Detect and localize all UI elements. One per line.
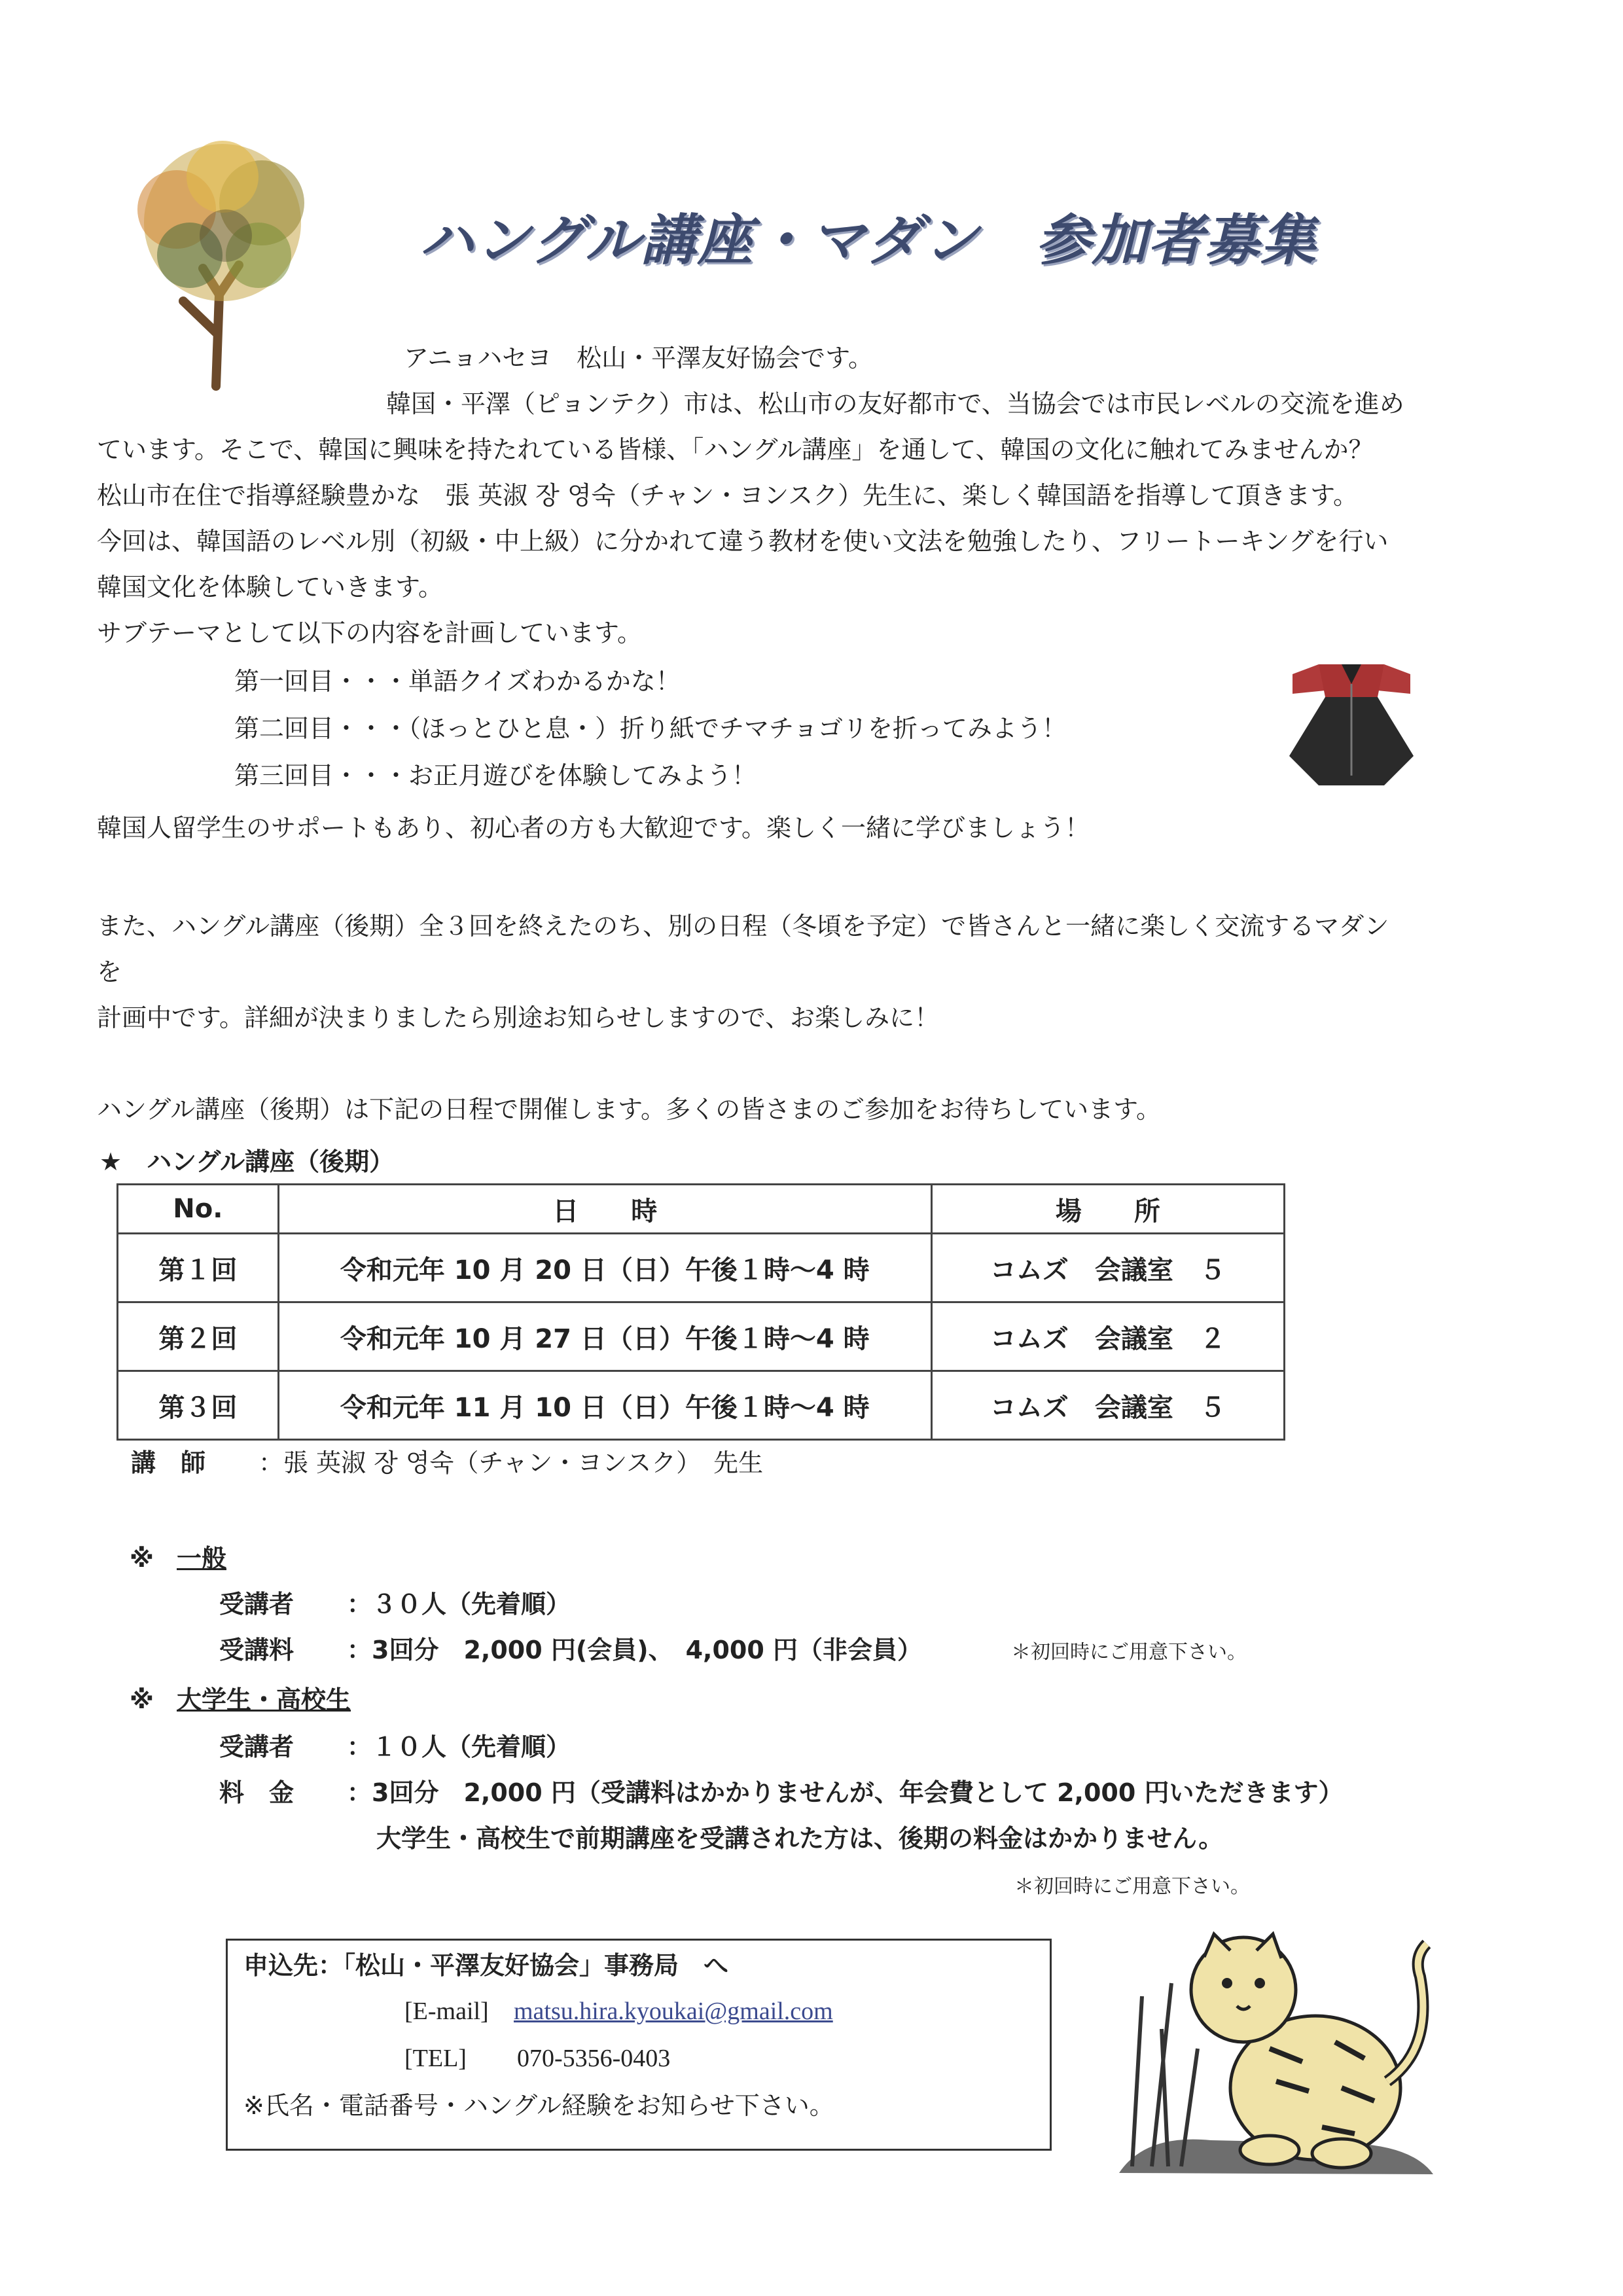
session-datetime: 令和元年 10 月 20 日（日）午後１時～4 時 [278,1234,931,1302]
subtheme-item: 第三回目・・・お正月遊びを体験してみよう！ [234,761,757,790]
tree-illustration [105,137,340,386]
general-capacity-label: 受講者 [219,1590,294,1619]
general-capacity: ：３０人（先着順） [347,1590,571,1619]
general-mark: ※ [130,1544,154,1573]
schedule-table [116,1183,1285,1441]
schedule-heading: ★ ハングル講座（後期） [99,1147,395,1176]
intro-text: 松山市在住で指導経験豊かな 張 英淑 장 영숙（チャン・ヨンスク）先生に、楽しく韓国語を指導して頂きます。 [97,481,1359,510]
column-header: No. [118,1185,279,1234]
madan-text: 計画中です。詳細が決まりましたら別途お知らせしますので、お楽しみに！ [97,1003,940,1032]
tel-value: 070-5356-0403 [517,2045,671,2072]
contact-note: ※氏名・電話番号・ハングル経験をお知らせ下さい。 [243,2091,834,2120]
students-fee-label: 料 金 [219,1778,294,1807]
session-datetime: 令和元年 10 月 27 日（日）午後１時～4 時 [278,1302,931,1371]
general-heading: 一般 [177,1544,227,1573]
table-row [118,1371,1285,1440]
column-header: 日 時 [278,1185,931,1234]
madan-text: を [97,958,122,986]
intro-greeting: アニョハセヨ 松山・平澤友好協会です。 [404,344,874,372]
table-row [118,1302,1285,1371]
contact-heading: 申込先：「松山・平澤友好協会」事務局 へ [243,1951,729,1980]
intro-text: 韓国文化を体験していきます。 [97,573,443,601]
intro-text: ています。そこで、韓国に興味を持たれている皆様、「ハングル講座」を通して、韓国の文化に触れてみませんか？ [97,435,1374,464]
email-label: [E-mail] [404,1998,489,2025]
table-row [118,1234,1285,1302]
students-mark: ※ [130,1685,154,1714]
instructor-label: 講 師 [131,1448,206,1477]
general-fee-note: ＊初回時にご用意下さい。 [1011,1641,1247,1664]
session-datetime: 令和元年 11 月 10 日（日）午後１時～4 時 [278,1371,931,1440]
general-fee-label: 受講料 [219,1636,294,1664]
schedule-intro: ハングル講座（後期）は下記の日程で開催します。多くの皆さまのご参加をお待ちしています。 [97,1095,1162,1124]
tel-label: [TEL] [404,2045,467,2072]
session-place: コムズ 会議室 ５ [931,1234,1284,1302]
session-number: 第２回 [118,1302,279,1371]
students-heading: 大学生・高校生 [177,1685,351,1714]
students-capacity: ：１０人（先着順） [347,1732,571,1761]
intro-text: 今回は、韓国語のレベル別（初級・中上級）に分かれて違う教材を使い文法を勉強したり、フリートーキングを行い [97,527,1389,556]
column-header: 場 所 [931,1185,1284,1234]
session-place: コムズ 会議室 ２ [931,1302,1284,1371]
page-title: ハングル講座・マダン 参加者募集 [419,208,1317,272]
support-text: 韓国人留学生のサポートもあり、初心者の方も大歓迎です。楽しく一緒に学びましょう！ [97,814,1090,842]
general-fee: ：3回分 2,000 円(会員)、 4,000 円（非会員） [347,1636,923,1664]
session-number: 第３回 [118,1371,279,1440]
chima-jeogori-illustration [1279,645,1423,789]
students-fee-note: 大学生・高校生で前期講座を受講された方は、後期の料金はかかりません。 [376,1824,1224,1853]
table-header-row [118,1185,1285,1234]
subtheme-item: 第二回目・・・（ほっとひと息・）折り紙でチマチョゴリを折ってみよう！ [234,714,1067,743]
subtheme-item: 第一回目・・・単語クイズわかるかな！ [234,667,681,696]
email-link[interactable]: matsu.hira.kyoukai@gmail.com [514,1998,833,2025]
instructor-value: ：張 英淑 장 영숙（チャン・ヨンスク） 先生 [259,1448,764,1477]
tiger-illustration [1106,1918,1446,2179]
session-number: 第１回 [118,1234,279,1302]
students-fee: ：3回分 2,000 円（受講料はかかりませんが、年会費として 2,000 円いただきます） [347,1778,1344,1807]
subtheme-intro: サブテーマとして以下の内容を計画しています。 [97,619,642,647]
students-capacity-label: 受講者 [219,1732,294,1761]
students-note: ＊初回時にご用意下さい。 [1014,1875,1250,1898]
intro-text: 韓国・平澤（ピョンテク）市は、松山市の友好都市で、当協会では市民レベルの交流を進め [386,389,1404,418]
session-place: コムズ 会議室 ５ [931,1371,1284,1440]
madan-text: また、ハングル講座（後期）全３回を終えたのち、別の日程（冬頃を予定）で皆さんと一緒に楽しく交流するマダン [97,912,1389,941]
